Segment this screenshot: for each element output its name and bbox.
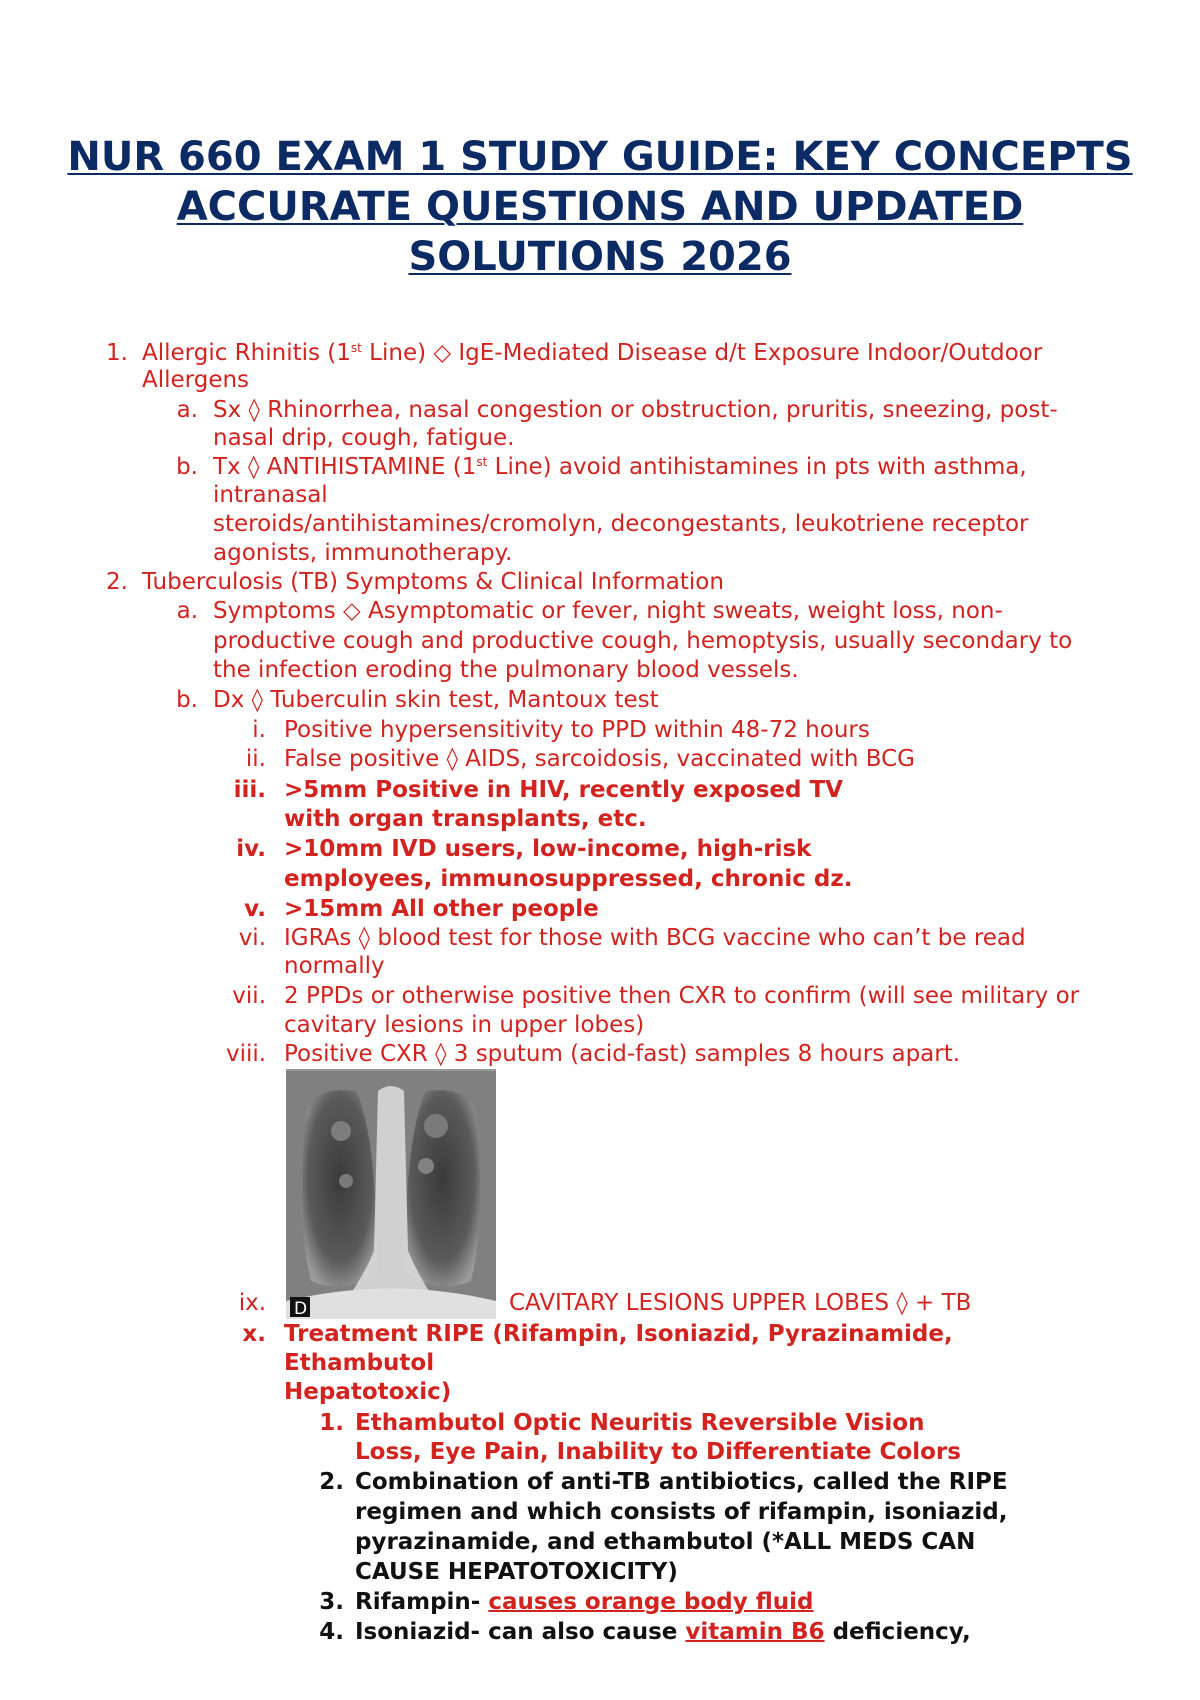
list-item: pyrazinamide, and ethambutol (*ALL MEDS CAN: [355, 1529, 976, 1555]
list-item: cavitary lesions in upper lobes): [284, 1012, 645, 1038]
list-item: steroids/antihistamines/cromolyn, decongestants, leukotriene receptor: [213, 511, 1029, 537]
list-item: intranasal: [213, 482, 328, 508]
title-line-3: SOLUTIONS 2026: [408, 234, 792, 280]
list-item: employees, immunosuppressed, chronic dz.: [284, 866, 853, 892]
xray-graphic: [286, 1071, 496, 1319]
highlight-text: vitamin B6: [685, 1619, 825, 1645]
list-item: regimen and which consists of rifampin, isoniazid,: [355, 1499, 1008, 1525]
title-line-1: NUR 660 EXAM 1 STUDY GUIDE: KEY CONCEPTS: [67, 134, 1133, 180]
list-item: CAUSE HEPATOTOXICITY): [355, 1559, 678, 1585]
list-item: with organ transplants, etc.: [284, 806, 647, 832]
list-item: Hepatotoxic): [284, 1379, 452, 1405]
list-item: Loss, Eye Pain, Inability to Differentiate Colors: [355, 1439, 961, 1465]
list-item: agonists, immunotherapy.: [213, 540, 513, 566]
list-item: normally: [284, 953, 385, 979]
list-item: nasal drip, cough, fatigue.: [213, 425, 515, 451]
xray-label: D: [294, 1299, 308, 1319]
list-number: 1.: [106, 340, 128, 366]
list-item: productive cough and productive cough, hemoptysis, usually secondary to: [213, 628, 1073, 654]
list-item: Ethambutol: [284, 1350, 435, 1376]
highlight-text: causes orange body fluid: [488, 1589, 814, 1615]
title-line-2: ACCURATE QUESTIONS AND UPDATED: [176, 184, 1024, 230]
list-item: Allergens: [142, 367, 250, 393]
chest-xray-image: [286, 1069, 496, 1319]
page-title: [60, 132, 1140, 282]
list-item: the infection eroding the pulmonary blood vessels.: [213, 657, 799, 683]
